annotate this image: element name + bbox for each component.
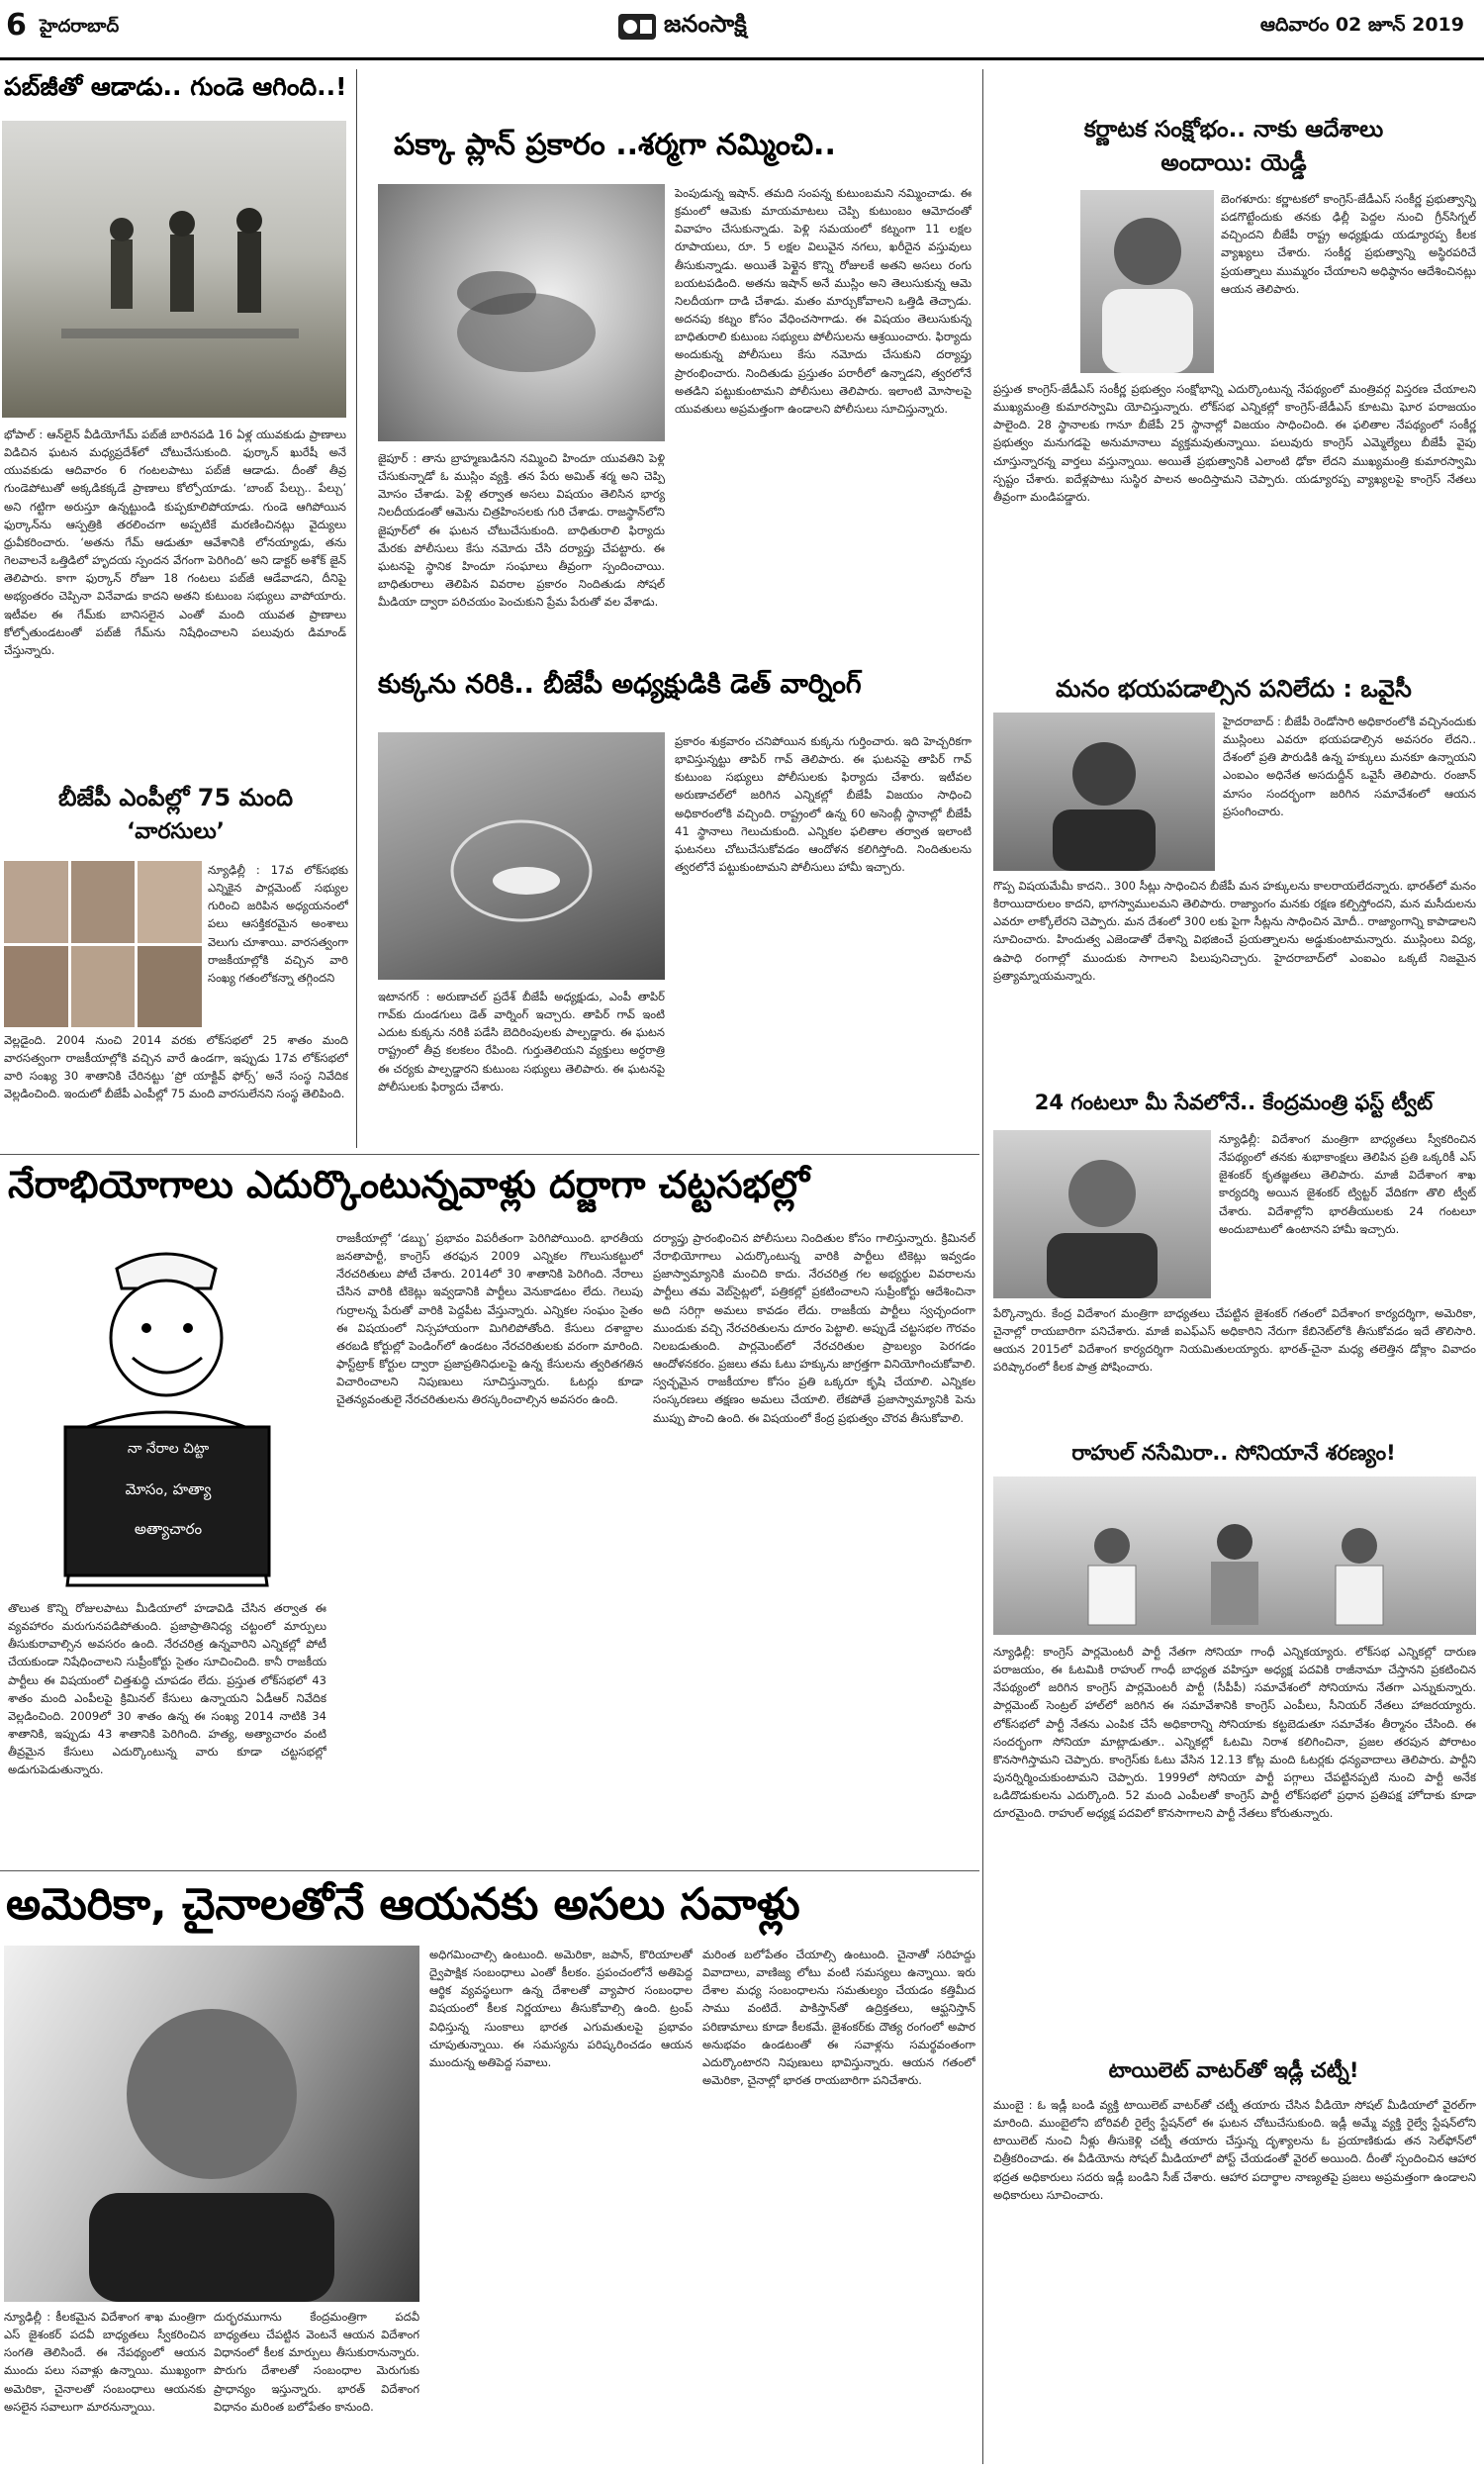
dog-body-left: ఇటానగర్ : అరుణాచల్ ప్రదేశ్ బీజేపీ అధ్యక్షుడు, ఎంపీ తాపిర్ గావ్‌కు దుండగులు డెత్ వార్నింగ్ ఇచ్చారు. తాపిర్ గావ్ ఇంటి ఎదుట కుక్కను నరికి పడేసి బెదిరింపులకు పాల్పడ్డారు. ఈ ఘటన రాష్ట్రంలో తీవ్ర కలకలం రేపింది. గుర్తుతెలియని వ్యక్తులు అర్ధరాత్రి ఈ చర్యకు పాల్పడ్డారని కుటుంబ సభ్యులు తెలిపారు. ఈ ఘటనపై పోలీసులకు ఫిర్యాదు చేశారు. xyxy=(378,990,665,1094)
plan-article xyxy=(364,65,977,659)
mp-photo xyxy=(4,946,68,1028)
plan-body-right: పెంపుడున్న ఇషాన్. తమది సంపన్న కుటుంబమని నమ్మించాడు. ఈ క్రమంలో ఆమెకు మాయమాటలు చెప్పి కుటుంబం ఆమోదంతో వివాహం చేసుకున్నాడు. పెళ్లి సమయంలో కట్నంగా 11 లక్షల రూపాయలు, రూ. 5 లక్షల విలువైన నగలు, ఖరీదైన వస్తువులు తీసుకున్నాడు. అయితే పెళ్లైన కొన్ని రోజులకే అతని అసలు రంగు బయటపడింది. అతను ఇషాన్ అనే ముస్లిం అని తెలుసుకున్న ఆమె నిలదీయగా దాడి చేశాడు. మతం మార్చుకోవాలని ఒత్తిడి తెచ్చాడు. అదనపు కట్నం కోసం వేధించసాగాడు. ఈ విషయం తెలుసుకున్న బాధితురాలి కుటుంబ సభ్యులు పోలీసులను ఆశ్రయించారు. ఫిర్యాదు అందుకున్న పోలీసులు కేసు నమోదు చేసుకుని దర్యాప్తు ప్రారంభించారు. నిందితుడు ప్రస్తుతం పరారీలో ఉన్నాడని, త్వరలోనే అతడిని పట్టుకుంటామని పోలీసులు తెలిపారు. ఇలాంటి మోసాలపై యువతులు అప్రమత్తంగా ఉండాలని పోలీసులు సూచిస్తున్నారు. xyxy=(675,186,972,416)
mp-photo xyxy=(71,946,136,1028)
karnataka-body-2: ప్రస్తుత కాంగ్రెస్-జేడీఎస్ సంకీర్ణ ప్రభుత్వం సంక్షోభాన్ని ఎదుర్కొంటున్న నేపథ్యంలో మంత్రివర్గ విస్తరణ చేయాలని ముఖ్యమంత్రి కుమారస్వామి యోచిస్తున్నారు. లోక్‌సభ ఎన్నికల్లో కాంగ్రెస్-జేడీఎస్ కూటమి ఘోర పరాజయం పాలైంది. 28 స్థానాలకు గానూ బీజేపీ 25 స్థానాల్లో విజయం సాధించింది. ఈ ఫలితాల నేపథ్యంలో సంకీర్ణ ప్రభుత్వం మనుగడపై అనుమానాలు వ్యక్తమవుతున్నాయి. పలువురు కాంగ్రెస్ ఎమ్మెల్యేలు బీజేపీ వైపు చూస్తున్నారన్న వార్తలు వస్తున్నాయి. అయితే ప్రభుత్వానికి ఎలాంటి ఢోకా లేదని ముఖ్యమంత్రి కుమారస్వామి స్పష్టం చేశారు. ఐదేళ్లపాటు సుస్థిర పాలన అందిస్తామని చెప్పారు. యడ్యూరప్ప వ్యాఖ్యలపై కాంగ్రెస్ నేతలు తీవ్రంగా మండిపడ్డారు. xyxy=(993,382,1476,504)
issue-date: ఆదివారం 02 జూన్ 2019 xyxy=(1259,14,1464,36)
page-number: 6 xyxy=(6,8,27,43)
yeddyurappa-photo xyxy=(1080,190,1214,373)
dog-article xyxy=(364,663,977,1148)
logo-text: జనంసాక్షి xyxy=(664,10,747,38)
dog-photo xyxy=(378,732,665,980)
column-divider xyxy=(982,69,983,2464)
plan-headline: పక్కా ప్లాన్ ప్రకారం ..శర్మగా నమ్మించి.. xyxy=(394,128,836,162)
mps-photo-grid xyxy=(4,861,202,1027)
toilet-body: ముంబై : ఓ ఇడ్లీ బండి వ్యక్తి టాయిలెట్ వాటర్‌తో చట్నీ తయారు చేసిన వీడియో సోషల్ మీడియాలో వైరల్‌గా మారింది. ముంబైలోని బోరివలీ రైల్వే స్టేషన్‌లో ఈ ఘటన చోటుచేసుకుంది. ఇడ్లీ అమ్మే వ్యక్తి రైల్వే స్టేషన్‌లోని టాయిలెట్ నుంచి నీళ్లు తీసుకెళ్లి చట్నీ తయారు చేస్తున్న దృశ్యాలను ఓ ప్రయాణికుడు తన సెల్‌ఫోన్‌లో చిత్రీకరించాడు. ఈ వీడియోను సోషల్ మీడియాలో పోస్ట్ చేయడంతో వైరల్ అయింది. దీంతో స్పందించిన ఆహార భద్రత అధికారులు సదరు ఇడ్లీ బండిని సీజ్ చేశారు. ఆహార పదార్థాల నాణ్యతపై ప్రజలు అప్రమత్తంగా ఉండాలని అధికారులు సూచించారు. xyxy=(993,2098,1476,2202)
section-rule xyxy=(0,1154,979,1155)
jaishankar-photo xyxy=(4,1946,419,2302)
masthead-rule xyxy=(0,57,1484,60)
dog-scene-graphic xyxy=(378,732,665,980)
plan-photo xyxy=(378,184,665,441)
toilet-article xyxy=(989,2058,1478,2469)
mp-photo xyxy=(71,861,136,943)
criminals-article xyxy=(0,1154,979,1866)
america-body-1: న్యూఢిల్లీ : కీలకమైన విదేశాంగ శాఖ మంత్రిగా ఎస్ జైశంకర్ పదవీ బాధ్యతలు స్వీకరించిన సంగతి తెలిసిందే. ఈ నేపథ్యంలో ఆయన ముందు పలు సవాళ్లు ఉన్నాయి. ముఖ్యంగా అమెరికా, చైనాలతో సంబంధాలు ఆయనకు అసలైన సవాలుగా మారనున్నాయి. xyxy=(4,2310,206,2414)
dog-body-right: ప్రకారం శుక్రవారం చనిపోయిన కుక్కను గుర్తించారు. ఇది హెచ్చరికగా భావిస్తున్నట్టు తాపిర్ గావ్ తెలిపారు. ఈ ఘటనపై తాపిర్ గావ్ కుటుంబ సభ్యులు పోలీసులకు ఫిర్యాదు చేశారు. ఇటీవల అరుణాచల్‌లో జరిగిన ఎన్నికల్లో బీజేపీ విజయం సాధించి అధికారంలోకి వచ్చింది. రాష్ట్రంలో ఉన్న 60 అసెంబ్లీ స్థానాల్లో బీజేపీ 41 స్థానాలు గెలుచుకుంది. ఎన్నికల ఫలితాల తర్వాత ఇలాంటి ఘటనలు చోటుచేసుకోవడం ఆందోళన కలిగిస్తోంది. నిందితులను త్వరలోనే పట్టుకుంటామని పోలీసులు హామీ ఇచ్చారు. xyxy=(675,734,972,875)
mps-article xyxy=(0,782,351,1158)
pubg-body: భోపాల్ : ఆన్‌లైన్ వీడియోగేమ్ పబ్‌జీ బారినపడి 16 ఏళ్ల యువకుడు ప్రాణాలు విడిచిన ఘటన మధ్యప్రదేశ్‌లో చోటుచేసుకుంది. ఫుర్కాన్ ఖురేషీ అనే యువకుడు ఆదివారం 6 గంటలపాటు పబ్‌జీ ఆడాడు. దీంతో తీవ్ర గుండెపోటుతో అక్కడికక్కడే ప్రాణాలు కోల్పోయాడు. ‘బాంబ్ పేల్చు.. పేల్చు’ అని గట్టిగా అరుస్తూ ఉన్నట్టుండి కుప్పకూలిపోయాడు. గుండె ఆగిపోయిన ఫుర్కాన్‌ను ఆస్పత్రికి తరలించగా అప్పటికే మరణించినట్లు వైద్యులు ధ్రువీకరించారు. ‘అతను గేమ్ ఆడుతూ ఆవేశానికి లోనయ్యాడు, తను గెలవాలనే ఒత్తిడిలో హృదయ స్పందన వేగంగా పెరిగింది’ అని డాక్టర్ అశోక్ జైన్ తెలిపారు. కాగా ఫుర్కాన్ రోజూ 18 గంటలు పబ్‌జీ ఆడేవాడని, దీనిపై అభ్యంతరం చెప్పినా వినేవాడు కాదని అతని కుటుంబ సభ్యులు వాపోయారు. ఇటీవల ఈ గేమ్‌కు బానిసలైన ఎంతో మంది యువత ప్రాణాలు కోల్పోతుండటంతో పబ్‌జీ గేమ్‌ను నిషేధించాలని పలువురు డిమాండ్ చేస్తున్నారు. xyxy=(4,428,346,657)
rahul-article xyxy=(989,1441,1478,2054)
portrait-graphic xyxy=(4,1946,419,2302)
pubg-headline: పబ్‌జీతో ఆడాడు.. గుండె ఆగింది..! xyxy=(4,72,347,101)
soldiers-graphic xyxy=(2,121,346,418)
jaishankar-photo-small xyxy=(993,1130,1211,1298)
portrait-graphic xyxy=(1080,190,1214,373)
slate-text-3: అత్యాచారం xyxy=(134,1520,203,1538)
rahul-body: న్యూఢిల్లీ: కాంగ్రెస్ పార్లమెంటరీ పార్టీ నేతగా సోనియా గాంధీ ఎన్నికయ్యారు. లోక్‌సభ ఎన్నికల్లో దారుణ పరాజయం, ఈ ఓటమికి రాహుల్ గాంధీ బాధ్యత వహిస్తూ అధ్యక్ష పదవికి రాజీనామా చేస్తానని ప్రకటించిన నేపథ్యంలో జరిగిన కాంగ్రెస్ పార్లమెంటరీ పార్టీ (సీపీపీ) సమావేశంలో సోనియాను నేతగా ఎన్నుకున్నారు. పార్లమెంట్ సెంట్రల్ హాల్‌లో జరిగిన ఈ సమావేశానికి కాంగ్రెస్ ఎంపీలు, సీనియర్ నేతలు హాజరయ్యారు. లోక్‌సభలో పార్టీ నేతను ఎంపిక చేసే అధికారాన్ని సోనియాకు కట్టబెడుతూ సమావేశం తీర్మానం చేసింది. ఈ సందర్భంగా సోనియా మాట్లాడుతూ.. ఎన్నికల్లో ఓటమి నిరాశ కలిగించినా, ప్రజల తరపున పోరాటం కొనసాగిస్తామని చెప్పారు. కాంగ్రెస్‌కు ఓటు వేసిన 12.13 కోట్ల మంది ఓటర్లకు ధన్యవాదాలు తెలిపారు. పార్టీని పునర్నిర్మించుకుంటామని చెప్పారు. 1999లో సోనియా పార్టీ పగ్గాలు చేపట్టినప్పటి నుంచి పార్టీ అనేక ఒడిదొడుకులను ఎదుర్కొంది. 52 మంది ఎంపీలతో కాంగ్రెస్ పార్టీ లోక్‌సభలో ప్రధాన ప్రతిపక్ష హోదాకు కూడా దూరమైంది. రాహుల్ అధ్యక్ష పదవిలో కొనసాగాలని పార్టీ నేతలు కోరుతున్నారు. xyxy=(993,1645,1476,1821)
cartoon-illustration xyxy=(8,1229,326,1593)
criminals-headline: నేరాభియోగాలు ఎదుర్కొంటున్నవాళ్లు దర్జాగా చట్టసభల్లో xyxy=(8,1163,810,1206)
rahul-headline: రాహుల్ నసేమిరా.. సోనియానే శరణ్యం! xyxy=(1071,1441,1396,1465)
section-rule xyxy=(0,1870,979,1871)
portrait-graphic xyxy=(993,1130,1211,1298)
dog-headline: కుక్కను నరికి.. బీజేపీ అధ్యక్షుడికి డెత్ వార్నింగ్ xyxy=(378,669,862,700)
owaisi-article xyxy=(989,675,1478,1087)
owaisi-body-1: హైదరాబాద్ : బీజేపీ రెండోసారి అధికారంలోకి వచ్చినందుకు ముస్లింలు ఎవరూ భయపడాల్సిన అవసరం లేదని.. దేశంలో ప్రతి పౌరుడికి ఉన్న హక్కులు మనకూ ఉన్నాయని ఎంఐఎం అధినేత అసదుద్దీన్ ఒవైసీ తెలిపారు. రంజాన్ మాసం సందర్భంగా జరిగిన సమావేశంలో ఆయన ప్రసంగించారు. xyxy=(1223,714,1476,818)
owaisi-headline: మనం భయపడాల్సిన పనిలేదు : ఒవైసీ xyxy=(1056,675,1412,703)
mp-photo xyxy=(4,861,68,943)
jaishankar-body-2: పేర్కొన్నారు. కేంద్ర విదేశాంగ మంత్రిగా బాధ్యతలు చేపట్టిన జైశంకర్ గతంలో విదేశాంగ కార్యదర్శిగా, అమెరికా, చైనాల్లో రాయబారిగా పనిచేశారు. మాజీ ఐఎఫ్ఎస్ అధికారిని నేరుగా కేబినెట్‌లోకి తీసుకోవడం ఇదే తొలిసారి. ఆయన 2015లో విదేశాంగ కార్యదర్శిగా నియమితులయ్యారు. భారత్-చైనా మధ్య తలెత్తిన డోక్లాం వివాదం పరిష్కారంలో కీలక పాత్ర పోషించారు. xyxy=(993,1306,1476,1375)
karnataka-headline-2: అందాయి: యెడ్డీ xyxy=(1160,150,1307,176)
owaisi-body-2: గొప్ప విషయమేమీ కాదని.. 300 సీట్లు సాధించిన బీజేపీ మన హక్కులను కాలరాయలేదన్నారు. భారత్‌లో మనం కిరాయిదారులం కాదని, భాగస్వాములమని తెలిపారు. రాజ్యాంగం మనకు రక్షణ కల్పిస్తోందని, మన మసీదులను ఎవరూ లాక్కోలేరని చెప్పారు. మన దేశంలో 300 లకు పైగా సీట్లను సాధించిన మోదీ.. రాజ్యాంగాన్ని కాపాడాలని సూచించారు. హిందుత్వ ఎజెండాతో దేశాన్ని విభజించే ప్రయత్నాలను అడ్డుకుంటామన్నారు. ముస్లింలు విద్య, ఉపాధి రంగాల్లో ముందుకు సాగాలని పిలుపునిచ్చారు. హైదరాబాద్‌లో ఎంఐఎం ఒక్కటే నిజమైన ప్రత్యామ్నాయమన్నారు. xyxy=(993,879,1476,983)
jaishankar-body-1: న్యూఢిల్లీ: విదేశాంగ మంత్రిగా బాధ్యతలు స్వీకరించిన నేపథ్యంలో తనకు శుభాకాంక్షలు తెలిపిన ప్రతి ఒక్కరికీ ఎస్ జైశంకర్ కృతజ్ఞతలు తెలిపారు. మాజీ విదేశాంగ శాఖ కార్యదర్శి అయిన జైశంకర్ ట్విట్టర్ వేదికగా తొలి ట్వీట్ చేశారు. విదేశాల్లోని భారతీయులకు 24 గంటలూ అందుబాటులో ఉంటానని హామీ ఇచ్చారు. xyxy=(1219,1132,1476,1236)
pubg-photo xyxy=(2,121,346,418)
america-body-3: అధిగమించాల్సి ఉంటుంది. అమెరికా, జపాన్, కొరియాలతో ద్వైపాక్షిక సంబంధాలు ఎంతో కీలకం. ప్రపంచంలోనే అతిపెద్ద ఆర్థిక వ్యవస్థలుగా ఉన్న దేశాలతో వ్యాపార సంబంధాల విషయంలో కీలక నిర్ణయాలు తీసుకోవాల్సి ఉంది. ట్రంప్ విధిస్తున్న సుంకాలు భారత ఎగుమతులపై ప్రభావం చూపుతున్నాయి. ఈ సమస్యను పరిష్కరించడం ఆయన ముందున్న అతిపెద్ద సవాలు. xyxy=(429,1948,693,2069)
america-headline: అమెరికా, చైనాలతోనే ఆయనకు అసలు సవాళ్లు xyxy=(6,1879,800,1930)
karnataka-headline-1: కర్ణాటక సంక్షోభం.. నాకు ఆదేశాలు xyxy=(1083,117,1384,143)
henna-hands-graphic xyxy=(378,184,665,441)
karnataka-body-1: బెంగళూరు: కర్ణాటకలో కాంగ్రెస్-జేడీఎస్ సంకీర్ణ ప్రభుత్వాన్ని పడగొట్టేందుకు తనకు ఢిల్లీ పెద్దల నుంచి గ్రీన్‌సిగ్నల్ వచ్చిందని బీజేపీ రాష్ట్ర అధ్యక్షుడు యడ్యూరప్ప కీలక వ్యాఖ్యలు చేశారు. సంకీర్ణ ప్రభుత్వాన్ని అస్థిరపరిచే ప్రయత్నాలు ముమ్మరం చేయాలని అధిష్ఠానం ఆదేశించినట్లు ఆయన తెలిపారు. xyxy=(1221,192,1476,296)
mps-body: వెల్లడైంది. 2004 నుంచి 2014 వరకు లోక్‌సభలో 25 శాతం మంది వారసత్వంగా రాజకీయాల్లోకి వచ్చిన వారే ఉండగా, ఇప్పుడు 17వ లోక్‌సభలో వారి సంఖ్య 30 శాతానికి చేరినట్టు ‘ప్రో యాక్టివ్ ఫోర్స్’ అనే సంస్థ నివేదిక వెల్లడించింది. ఇందులో బీజేపీ ఎంపీల్లో 75 మంది వారసులేనని సంస్థ తెలిపింది. xyxy=(4,1033,348,1101)
criminals-body-right: దర్యాప్తు ప్రారంభించిన పోలీసులు నిందితుల కోసం గాలిస్తున్నారు. క్రిమినల్ నేరాభియోగాలు ఎదుర్కొంటున్న వారికి పార్టీలు టికెట్లు ఇవ్వడం ప్రజాస్వామ్యానికి మంచిది కాదు. నేరచరిత్ర గల అభ్యర్థుల వివరాలను పార్టీలు తమ వెబ్‌సైట్లలో, పత్రికల్లో ప్రకటించాలని సుప్రీంకోర్టు ఆదేశించినా అది సరిగ్గా అమలు కావడం లేదు. రాజకీయ పార్టీలు స్వచ్ఛందంగా ముందుకు వచ్చి నేరచరితులను దూరం పెట్టాలి. అప్పుడే చట్టసభల గౌరవం నిలబడుతుంది. పార్లమెంట్‌లో నేరచరితుల ప్రాబల్యం పెరగడం ఆందోళనకరం. ప్రజలు తమ ఓటు హక్కును జాగ్రత్తగా వినియోగించుకోవాలి. స్వచ్ఛమైన రాజకీయాల కోసం ప్రతి ఒక్కరూ కృషి చేయాలి. ఎన్నికల సంస్కరణలు తక్షణం అమలు చేయాలి. లేకపోతే ప్రజాస్వామ్యానికి పెను ముప్పు పొంచి ఉంది. ఈ విషయంలో కేంద్ర ప్రభుత్వం చొరవ తీసుకోవాలి. xyxy=(653,1231,975,1425)
mp-photo xyxy=(138,861,202,943)
owaisi-photo xyxy=(993,713,1215,871)
america-body-2: దుర్భరముగాను కేంద్రమంత్రిగా పదవీ బాధ్యతలు చేపట్టిన వెంటనే ఆయన విదేశాంగ విధానంలో కీలక మార్పులు తీసుకురానున్నారు. పొరుగు దేశాలతో సంబంధాల మెరుగుకు ప్రాధాన్యం ఇస్తున్నారు. భారత్ విదేశాంగ విధానం మరింత బలోపేతం కానుంది. xyxy=(214,2310,419,2414)
meeting-graphic xyxy=(993,1476,1476,1635)
jaishankar-headline: 24 గంటలూ మీ సేవలోనే.. కేంద్రమంత్రి ఫస్ట్ ట్వీట్ xyxy=(1034,1091,1434,1114)
masthead xyxy=(0,0,1484,65)
pubg-article xyxy=(0,65,351,778)
america-body-4: మరింత బలోపేతం చేయాల్సి ఉంటుంది. చైనాతో సరిహద్దు వివాదాలు, వాణిజ్య లోటు వంటి సమస్యలు ఉన్నాయి. ఇరు దేశాల మధ్య సంబంధాలను సమతుల్యం చేయడం కత్తిమీద సాము వంటిదే. పాకిస్తాన్‌తో ఉద్రిక్తతలు, ఆఫ్ఘనిస్తాన్ పరిణామాలు కూడా కీలకమే. జైశంకర్‌కు దౌత్య రంగంలో అపార అనుభవం ఉండటంతో ఈ సవాళ్లను సమర్థవంతంగా ఎదుర్కొంటారని నిపుణులు భావిస్తున్నారు. ఆయన గతంలో అమెరికా, చైనాల్లో భారత రాయబారిగా పనిచేశారు. xyxy=(702,1948,975,2088)
criminals-body-left: తొలుత కొన్ని రోజులపాటు మీడియాలో హడావిడి చేసిన తర్వాత ఈ వ్యవహారం మరుగునపడిపోతుంది. ప్రజాప్రాతినిధ్య చట్టంలో మార్పులు తీసుకురావాల్సిన అవసరం ఉంది. నేరచరిత్ర ఉన్నవారిని ఎన్నికల్లో పోటీ చేయకుండా నిషేధించాలని సుప్రీంకోర్టు సైతం సూచించింది. కానీ రాజకీయ పార్టీలు ఈ విషయంలో చిత్తశుద్ధి చూపడం లేదు. ప్రస్తుత లోక్‌సభలో 43 శాతం మంది ఎంపీలపై క్రిమినల్ కేసులు ఉన్నాయని ఏడీఆర్ నివేదిక వెల్లడించింది. 2009లో 30 శాతం ఉన్న ఈ సంఖ్య 2014 నాటికి 34 శాతానికి, ఇప్పుడు 43 శాతానికి పెరిగింది. హత్య, అత్యాచారం వంటి తీవ్రమైన కేసులు ఎదుర్కొంటున్న వారు కూడా చట్టసభల్లో అడుగుపెడుతున్నారు. xyxy=(8,1601,326,1777)
toilet-headline: టాయిలెట్ వాటర్‌తో ఇడ్లీ చట్నీ! xyxy=(1108,2058,1359,2082)
logo-emblem-icon xyxy=(618,10,656,44)
mps-lead: న్యూఢిల్లీ : 17వ లోక్‌సభకు ఎన్నికైన పార్లమెంట్ సభ్యుల గురించి జరిపిన అధ్యయనంలో పలు ఆసక్తికరమైన అంశాలు వెలుగు చూశాయి. వారసత్వంగా రాజకీయాల్లోకి వచ్చిన వారి సంఖ్య గతంలోకన్నా తగ్గిందని xyxy=(208,863,348,985)
mp-photo xyxy=(138,946,202,1028)
rahul-photo xyxy=(993,1476,1476,1635)
mps-headline-1: బీజేపీ ఎంపీల్లో 75 మంది xyxy=(57,784,294,811)
column-divider xyxy=(356,69,357,1148)
city-label: హైదరాబాద్ xyxy=(40,16,120,37)
slate-text-1: నా నేరాల చిట్టా xyxy=(127,1441,210,1457)
masthead-logo xyxy=(618,6,816,48)
plan-body-left: జైపూర్ : తాను బ్రాహ్మణుడినని నమ్మించి హిందూ యువతిని పెళ్లి చేసుకున్నాడో ఓ ముస్లిం వ్యక్తి. తన పేరు అమిత్ శర్మ అని చెప్పి మోసం చేశాడు. పెళ్లి తర్వాత అసలు విషయం తెలిసిన భార్య నిలదీయడంతో ఆమెను చిత్రహింసలకు గురి చేశాడు. రాజస్థాన్‌లోని జైపూర్‌లో ఈ ఘటన చోటుచేసుకుంది. బాధితురాలి ఫిర్యాదు మేరకు పోలీసులు కేసు నమోదు చేసి దర్యాప్తు చేపట్టారు. ఈ ఘటనపై స్థానిక హిందూ సంఘాలు తీవ్రంగా స్పందించాయి. బాధితురాలు తెలిపిన వివరాల ప్రకారం నిందితుడు సోషల్ మీడియా ద్వారా పరిచయం పెంచుకుని ప్రేమ పేరుతో వల వేశాడు. xyxy=(378,451,665,610)
america-article xyxy=(0,1870,979,2469)
jaishankar-article xyxy=(989,1091,1478,1439)
karnataka-article xyxy=(989,117,1478,671)
mps-headline-2: ‘వారసులు’ xyxy=(126,819,226,844)
slate-text-2: మోసం, హత్యా xyxy=(125,1480,212,1498)
portrait-graphic xyxy=(993,713,1215,871)
criminals-body-mid: రాజకీయాల్లో ‘డబ్బు’ ప్రభావం విపరీతంగా పెరిగిపోయింది. భారతీయ జనతాపార్టీ, కాంగ్రెస్ తరఫున 2009 ఎన్నికల గొలుసుకట్టులో నేరచరితులు పోటీ చేశారు. 2014లో 30 శాతానికి పెరిగింది. నేరాలు చేసిన వారికి టికెట్లు ఇవ్వడానికి పార్టీలు వెనుకాడటం లేదు. గెలుపు గుర్రాలన్న పేరుతో వారికి పెద్దపీట వేస్తున్నారు. ఎన్నికల సంఘం సైతం ఈ విషయంలో నిస్సహాయంగా మిగిలిపోతోంది. కేసులు దశాబ్దాల తరబడి కోర్టుల్లో పెండింగ్‌లో ఉండటం నేరచరితులకు వరంగా మారింది. ఫాస్ట్‌ట్రాక్ కోర్టుల ద్వారా ప్రజాప్రతినిధులపై ఉన్న కేసులను త్వరితగతిన విచారించాలని నిపుణులు సూచిస్తున్నారు. ఓటర్లు కూడా చైతన్యవంతులై నేరచరితులను తిరస్కరించాల్సిన అవసరం ఉంది. xyxy=(336,1231,643,1407)
